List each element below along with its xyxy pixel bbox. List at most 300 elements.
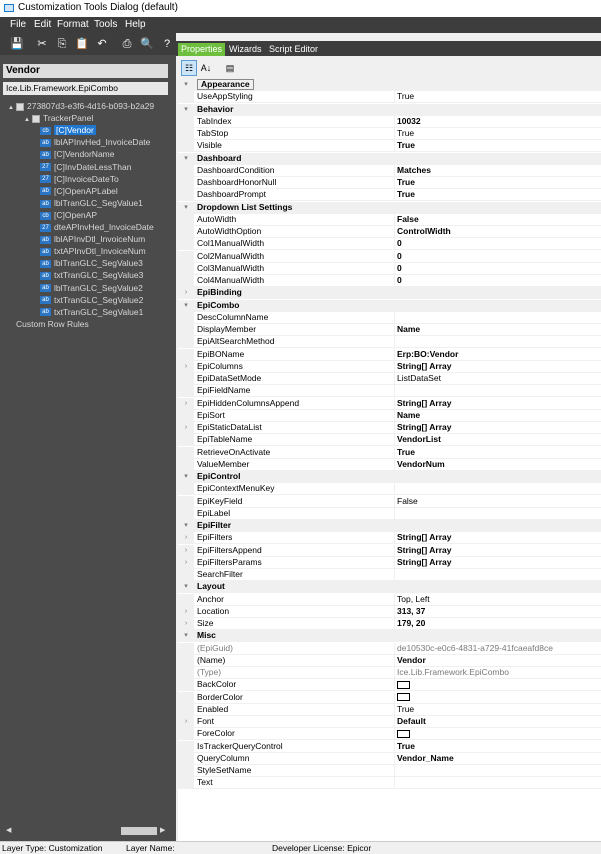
property-name: EpiFilters: [197, 532, 233, 543]
alphabetical-sort-icon[interactable]: A↓: [200, 63, 212, 73]
property-row[interactable]: [178, 226, 601, 238]
row-gutter: [178, 385, 194, 397]
property-category[interactable]: [178, 202, 601, 214]
tree-node[interactable]: [24, 112, 93, 124]
row-gutter: [178, 410, 194, 422]
tree-node-label: lblTranGLC_SegValue1: [54, 197, 143, 208]
property-value[interactable]: 313, 37: [394, 606, 601, 617]
menu-tools[interactable]: Tools: [94, 19, 118, 30]
tree-node-label: txtAPInvDtl_InvoiceNum: [54, 246, 146, 257]
property-row[interactable]: [178, 618, 601, 630]
property-row[interactable]: [178, 349, 601, 361]
menu-bar: [0, 17, 601, 33]
property-row[interactable]: [178, 128, 601, 140]
property-value[interactable]: False: [394, 496, 601, 507]
category-label: Behavior: [197, 103, 234, 114]
row-gutter: [178, 214, 194, 226]
property-name: EpiContextMenuKey: [197, 483, 275, 494]
property-row[interactable]: [178, 214, 601, 226]
property-value[interactable]: String[] Array: [394, 557, 601, 568]
undo-icon[interactable]: ↶: [97, 38, 107, 50]
tree-node[interactable]: [40, 148, 114, 160]
property-name: EpiSort: [197, 409, 225, 420]
color-swatch[interactable]: [397, 681, 410, 689]
property-name: SearchFilter: [197, 569, 243, 579]
title-bar: [0, 0, 601, 17]
property-name: EpiAltSearchMethod: [197, 336, 275, 347]
property-row[interactable]: [178, 165, 601, 177]
property-value[interactable]: Erp:BO:Vendor: [394, 349, 601, 360]
property-category[interactable]: [178, 153, 601, 165]
tree-node-label: [C]InvoiceDateTo: [54, 173, 119, 184]
property-row[interactable]: [178, 434, 601, 446]
category-collapse-icon[interactable]: ▾: [178, 471, 194, 483]
category-collapse-icon[interactable]: ▾: [178, 630, 194, 642]
row-gutter: [178, 667, 194, 679]
row-gutter: [178, 679, 194, 691]
property-value[interactable]: String[] Array: [394, 545, 601, 556]
property-value[interactable]: True: [394, 189, 601, 200]
tree-node[interactable]: [40, 282, 143, 294]
row-gutter: [178, 777, 194, 789]
cut-icon[interactable]: ✂: [37, 38, 47, 50]
property-name: Location: [197, 605, 230, 616]
row-gutter: [178, 349, 194, 361]
row-gutter: [178, 91, 194, 103]
property-value[interactable]: True: [394, 140, 601, 151]
property-row[interactable]: [178, 373, 601, 385]
property-row[interactable]: [178, 508, 601, 520]
property-name: EpiHiddenColumnsAppend: [197, 397, 300, 408]
scroll-thumb[interactable]: [121, 827, 157, 835]
property-category[interactable]: [178, 471, 601, 483]
property-name: Size: [197, 618, 214, 628]
property-row[interactable]: [178, 263, 601, 275]
row-gutter: [178, 753, 194, 765]
property-name: Enabled: [197, 703, 229, 714]
property-name: Font: [197, 716, 215, 726]
property-expand-icon[interactable]: ›: [178, 361, 194, 373]
layer-name-status: Layer Name:: [126, 843, 175, 853]
help-icon[interactable]: ?: [163, 38, 171, 50]
property-row[interactable]: [178, 765, 601, 777]
property-value[interactable]: ListDataSet: [394, 373, 601, 384]
property-name: DashboardHonorNull: [197, 177, 277, 187]
property-name: EpiColumns: [197, 360, 243, 371]
property-pages-icon[interactable]: ▤: [225, 63, 235, 73]
row-gutter: [178, 263, 194, 275]
print-preview-icon[interactable]: 🔍: [140, 38, 154, 50]
property-value[interactable]: VendorNum: [394, 459, 601, 470]
tab-script-editor[interactable]: Script Editor: [269, 44, 319, 54]
row-gutter: [178, 116, 194, 128]
property-row[interactable]: [178, 557, 601, 569]
property-value[interactable]: True: [394, 447, 601, 458]
property-name: EpiLabel: [197, 507, 231, 518]
property-name: Anchor: [197, 593, 224, 604]
row-gutter: [178, 165, 194, 177]
tree-node[interactable]: [40, 197, 143, 209]
property-value[interactable]: Vendor: [394, 655, 601, 666]
property-value[interactable]: 0: [394, 275, 601, 286]
property-row[interactable]: [178, 275, 601, 287]
tree-node-label: [C]VendorName: [54, 149, 115, 160]
property-row[interactable]: [178, 692, 601, 704]
tree-node[interactable]: [40, 294, 143, 306]
property-value[interactable]: [394, 483, 601, 494]
property-category[interactable]: [178, 630, 601, 642]
category-label: EpiCombo: [197, 299, 240, 310]
property-value[interactable]: String[] Array: [394, 422, 601, 433]
property-row[interactable]: [178, 643, 601, 655]
property-name: EpiFiltersAppend: [197, 544, 262, 555]
property-name: DashboardPrompt: [197, 189, 266, 200]
property-value[interactable]: True: [394, 128, 601, 139]
property-category[interactable]: [178, 104, 601, 116]
paste-icon[interactable]: 📋: [75, 38, 89, 50]
tree-node-label: lblAPInvHed_InvoiceDate: [54, 137, 151, 148]
property-expand-icon[interactable]: ›: [178, 532, 194, 544]
selected-control-type: Ice.Lib.Framework.EpiCombo: [3, 82, 168, 95]
combo-control-icon: cb: [40, 212, 51, 220]
property-value[interactable]: [394, 679, 601, 690]
tree-node[interactable]: [40, 257, 143, 269]
row-gutter: [178, 704, 194, 716]
row-gutter: [178, 275, 194, 287]
panel-icon: [16, 103, 24, 111]
property-value[interactable]: 179, 20: [394, 618, 601, 629]
categorized-sort-icon[interactable]: ☷: [181, 60, 197, 76]
property-value[interactable]: True: [394, 91, 601, 102]
property-value[interactable]: True: [394, 177, 601, 188]
category-label: EpiControl: [197, 471, 241, 481]
property-name: EpiFiltersParams: [197, 556, 262, 567]
property-row[interactable]: [178, 251, 601, 263]
property-value[interactable]: [394, 312, 601, 323]
text-control-icon: ab: [40, 260, 51, 268]
tree-node-label: Custom Row Rules: [16, 318, 89, 329]
tree-node[interactable]: [40, 124, 96, 136]
tree-node-label: lblTranGLC_SegValue3: [54, 258, 143, 269]
date-control-icon: 27: [40, 175, 51, 183]
tree-node[interactable]: [40, 269, 143, 281]
property-category[interactable]: [178, 300, 601, 312]
property-name: EpiKeyField: [197, 495, 243, 506]
property-name: EpiTableName: [197, 434, 253, 445]
property-category[interactable]: [178, 520, 601, 532]
category-label: Misc: [197, 630, 216, 641]
property-name: DescColumnName: [197, 311, 269, 322]
property-expand-icon[interactable]: ›: [178, 398, 194, 410]
row-gutter: [178, 765, 194, 777]
scroll-left-arrow-icon[interactable]: ◀: [6, 827, 12, 834]
tree-node[interactable]: [40, 161, 131, 173]
scroll-right-arrow-icon[interactable]: ▶: [160, 827, 166, 834]
property-value[interactable]: 10032: [394, 116, 601, 127]
category-collapse-icon[interactable]: ▾: [178, 104, 194, 116]
tree-node-label: dteAPInvHed_InvoiceDate: [54, 222, 154, 232]
property-row[interactable]: [178, 496, 601, 508]
property-name: TabStop: [197, 128, 229, 138]
property-row[interactable]: [178, 361, 601, 373]
tree-node[interactable]: [40, 136, 150, 148]
text-control-icon: ab: [40, 236, 51, 244]
row-gutter: [178, 741, 194, 753]
category-collapse-icon[interactable]: ▾: [178, 581, 194, 593]
color-swatch[interactable]: [397, 693, 410, 701]
row-gutter: [178, 238, 194, 250]
tree-node[interactable]: [40, 221, 154, 233]
property-name: IsTrackerQueryControl: [197, 740, 283, 751]
tree-node[interactable]: [8, 100, 154, 112]
category-label: Appearance: [197, 79, 254, 90]
property-value[interactable]: Ice.Lib.Framework.EpiCombo: [394, 667, 601, 678]
date-control-icon: 27: [40, 224, 51, 232]
panel-icon: [32, 115, 40, 123]
row-gutter: [178, 508, 194, 520]
tree-expand-icon[interactable]: ▲: [24, 117, 30, 124]
property-expand-icon[interactable]: ›: [178, 716, 194, 728]
property-name: EpiFieldName: [197, 385, 251, 396]
row-gutter: [178, 251, 194, 263]
property-row[interactable]: [178, 398, 601, 410]
menu-file[interactable]: File: [10, 19, 27, 30]
property-value[interactable]: Name: [394, 324, 601, 335]
property-row[interactable]: [178, 116, 601, 128]
property-value[interactable]: [394, 336, 601, 347]
tree-horizontal-scrollbar[interactable]: [4, 825, 166, 837]
selected-control-name: Vendor: [3, 64, 168, 78]
row-gutter: [178, 643, 194, 655]
copy-icon[interactable]: ⎘: [57, 38, 67, 50]
text-control-icon: ab: [40, 200, 51, 208]
row-gutter: [178, 189, 194, 201]
text-control-icon: ab: [40, 308, 51, 316]
property-name: Text: [197, 777, 213, 788]
tab-strip: [176, 41, 601, 56]
property-name: ValueMember: [197, 458, 250, 469]
text-control-icon: ab: [40, 187, 51, 195]
property-row[interactable]: [178, 704, 601, 716]
property-name: AutoWidth: [197, 213, 237, 224]
tree-node-label: txtTranGLC_SegValue2: [54, 294, 144, 305]
property-row[interactable]: [178, 410, 601, 422]
property-value[interactable]: [394, 508, 601, 519]
property-row[interactable]: [178, 545, 601, 557]
property-value[interactable]: 0: [394, 238, 601, 249]
category-collapse-icon[interactable]: ▾: [178, 153, 194, 165]
tree-node-label: txtTranGLC_SegValue1: [54, 306, 144, 317]
property-value[interactable]: String[] Array: [394, 398, 601, 409]
property-row[interactable]: [178, 91, 601, 103]
row-gutter: [178, 336, 194, 348]
menu-format[interactable]: Format: [57, 19, 89, 30]
property-row[interactable]: [178, 667, 601, 679]
save-icon[interactable]: 💾: [10, 38, 24, 50]
property-value[interactable]: 0: [394, 251, 601, 262]
property-name: (Name): [197, 654, 226, 665]
property-value[interactable]: Matches: [394, 165, 601, 176]
property-value[interactable]: True: [394, 704, 601, 715]
property-value[interactable]: Top, Left: [394, 594, 601, 605]
property-expand-icon[interactable]: ›: [178, 557, 194, 569]
property-row[interactable]: [178, 422, 601, 434]
category-label: Layout: [197, 581, 225, 592]
category-collapse-icon[interactable]: ▾: [178, 79, 194, 91]
app-icon: [4, 4, 14, 12]
property-row[interactable]: [178, 238, 601, 250]
property-name: DashboardCondition: [197, 164, 275, 175]
property-row[interactable]: [178, 753, 601, 765]
property-row[interactable]: [178, 385, 601, 397]
property-value[interactable]: False: [394, 214, 601, 225]
category-collapse-icon[interactable]: ▾: [178, 202, 194, 214]
property-name: Col3ManualWidth: [197, 262, 265, 273]
text-control-icon: ab: [40, 272, 51, 280]
row-gutter: [178, 447, 194, 459]
category-label: Dashboard: [197, 152, 242, 163]
row-gutter: [178, 128, 194, 140]
property-value[interactable]: 0: [394, 263, 601, 274]
control-tree-pane: [0, 55, 176, 841]
property-row[interactable]: [178, 606, 601, 618]
tree-node-label: 273807d3-e3f6-4d16-b093-b2a29: [27, 101, 155, 111]
layer-type-status: Layer Type: Customization: [2, 843, 103, 853]
tree-node-label: lblAPInvDtl_InvoiceNum: [54, 234, 146, 245]
property-value[interactable]: [394, 692, 601, 703]
property-value[interactable]: VendorList: [394, 434, 601, 445]
property-row[interactable]: [178, 594, 601, 606]
text-control-icon: ab: [40, 139, 51, 147]
property-value[interactable]: [394, 728, 601, 739]
tab-wizards[interactable]: Wizards: [229, 44, 262, 54]
property-value[interactable]: ControlWidth: [394, 226, 601, 237]
property-row[interactable]: [178, 447, 601, 459]
property-row[interactable]: [178, 336, 601, 348]
toolbar: [0, 33, 176, 55]
property-category[interactable]: [178, 287, 601, 299]
category-collapse-icon[interactable]: ▾: [178, 520, 194, 532]
property-row[interactable]: [178, 569, 601, 581]
tree-node-label: [C]OpenAP: [54, 209, 97, 220]
property-value[interactable]: [394, 385, 601, 396]
menu-help[interactable]: Help: [125, 19, 146, 30]
property-name: StyleSetName: [197, 765, 252, 775]
property-value[interactable]: True: [394, 741, 601, 752]
property-row[interactable]: [178, 532, 601, 544]
category-label: Dropdown List Settings: [197, 201, 293, 212]
tree-node-label: txtTranGLC_SegValue3: [54, 270, 144, 281]
property-name: ForeColor: [197, 728, 235, 739]
property-row[interactable]: [178, 655, 601, 667]
row-gutter: [178, 140, 194, 152]
row-gutter: [178, 459, 194, 471]
property-expand-icon[interactable]: ›: [178, 545, 194, 557]
property-value[interactable]: [394, 765, 601, 776]
property-row[interactable]: [178, 483, 601, 495]
combo-control-icon: cb: [40, 127, 51, 135]
property-value[interactable]: String[] Array: [394, 532, 601, 543]
properties-panel: [178, 57, 601, 841]
property-name: Col4ManualWidth: [197, 275, 265, 285]
property-name: EpiBOName: [197, 348, 245, 359]
properties-toolbar: [178, 57, 601, 80]
property-row[interactable]: [178, 741, 601, 753]
property-value[interactable]: Default: [394, 716, 601, 727]
property-name: EpiDataSetMode: [197, 373, 262, 383]
row-gutter: [178, 226, 194, 238]
tree-node[interactable]: [40, 209, 97, 221]
property-row[interactable]: [178, 177, 601, 189]
property-row[interactable]: [178, 679, 601, 691]
property-row[interactable]: [178, 716, 601, 728]
property-row[interactable]: [178, 312, 601, 324]
property-name: (Type): [197, 667, 222, 677]
property-value[interactable]: Vendor_Name: [394, 753, 601, 764]
custom-row-rules-node[interactable]: [16, 318, 89, 330]
property-expand-icon[interactable]: ›: [178, 606, 194, 618]
property-name: UseAppStyling: [197, 91, 253, 102]
property-value[interactable]: [394, 777, 601, 788]
row-gutter: [178, 655, 194, 667]
property-value[interactable]: de10530c-e0c6-4831-a729-41fcaeafd8ce: [394, 643, 601, 654]
property-category[interactable]: [178, 581, 601, 593]
property-name: EpiStaticDataList: [197, 422, 262, 432]
row-gutter: [178, 177, 194, 189]
developer-license-status: Developer License: Epicor: [272, 843, 372, 853]
tree-node-label: lblTranGLC_SegValue2: [54, 282, 143, 293]
property-value[interactable]: String[] Array: [394, 361, 601, 372]
row-gutter: [178, 373, 194, 385]
tree-node[interactable]: [40, 233, 145, 245]
menu-edit[interactable]: Edit: [34, 19, 52, 30]
tree-node[interactable]: [40, 306, 143, 318]
property-name: BackColor: [197, 679, 237, 690]
property-value[interactable]: Name: [394, 410, 601, 421]
property-name: Col2ManualWidth: [197, 250, 265, 261]
tree-node-label: [C]OpenAPLabel: [54, 185, 118, 196]
tree-node[interactable]: [40, 185, 118, 197]
property-value[interactable]: [394, 569, 601, 580]
color-swatch[interactable]: [397, 730, 410, 738]
tree-expand-icon[interactable]: ▲: [8, 105, 14, 111]
property-row[interactable]: [178, 777, 601, 789]
category-expand-icon[interactable]: ›: [178, 287, 194, 299]
tab-properties[interactable]: Properties: [178, 43, 225, 56]
category-collapse-icon[interactable]: ▾: [178, 300, 194, 312]
property-row[interactable]: [178, 140, 601, 152]
property-expand-icon[interactable]: ›: [178, 422, 194, 434]
row-gutter: [178, 483, 194, 495]
text-control-icon: ab: [40, 248, 51, 256]
property-row[interactable]: [178, 324, 601, 336]
print-icon[interactable]: ⎙: [122, 38, 132, 50]
category-label: EpiFilter: [197, 520, 232, 530]
property-row[interactable]: [178, 728, 601, 740]
property-name: TabIndex: [197, 115, 232, 126]
property-name: DisplayMember: [197, 324, 257, 334]
property-expand-icon[interactable]: ›: [178, 618, 194, 630]
tree-node[interactable]: [40, 173, 119, 185]
row-gutter: [178, 569, 194, 581]
text-control-icon: ab: [40, 151, 51, 159]
property-name: Col1ManualWidth: [197, 238, 265, 249]
tree-node-label: [C]Vendor: [56, 125, 94, 136]
tree-node[interactable]: [40, 245, 146, 257]
property-row[interactable]: [178, 459, 601, 471]
property-row[interactable]: [178, 189, 601, 201]
property-category[interactable]: [178, 79, 601, 91]
